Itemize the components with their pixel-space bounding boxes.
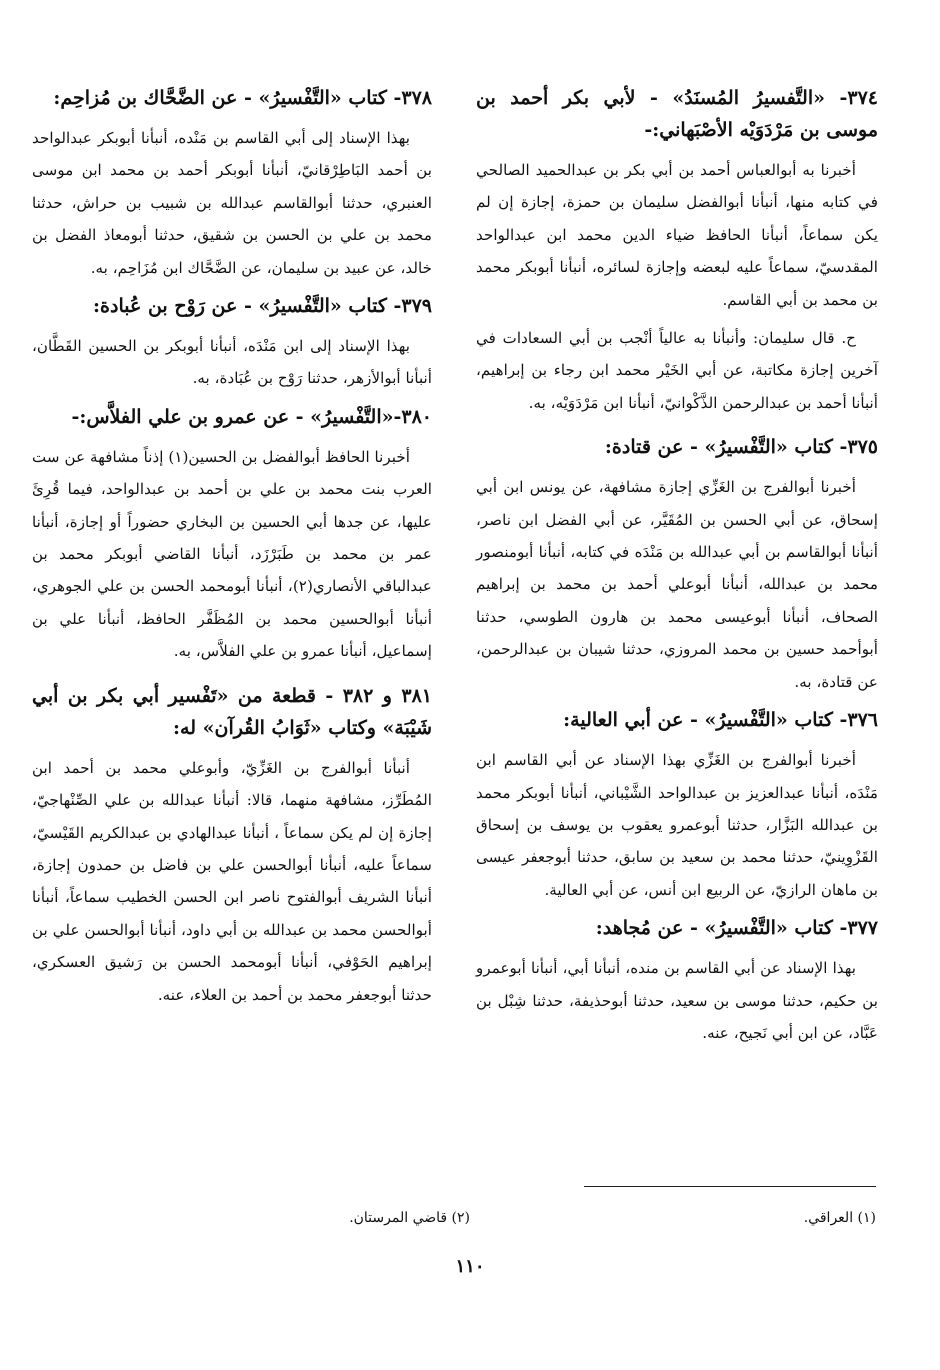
entry-380-paragraph: أخبرنا الحافظ أبوالفضل بن الحسين(١) إذناً مشافهة عن ست العرب بنت محمد بن علي بن أحمد بن عبدالواحد، فيما قُرِئَ عليها، عن جدها أبي الحسين بن البخاري حضوراً أو إجازة، أنبأنا عمر بن محمد بن طَبَرْزَد، أنبأنا القاضي أبوبكر محمد بن عبدالباقي الأنصاري(٢)، أنبأنا أبومحمد الحسن بن علي الجوهري، أنبأنا أبوالحسين محمد بن المُظَفَّر الحافظ، أنبأنا علي بن إسماعيل، أنبأنا عمرو بن علي الفلاَّس، به. <box>32 447 432 661</box>
right-column <box>476 78 878 1055</box>
footnote-1: (١) العراقي. <box>803 1210 876 1226</box>
entry-381-382-title: ٣٨١ و ٣٨٢ - قطعة من «تَفْسير أبي بكر بن أبي شَيْبَة» وكتاب «ثَوَابُ القُرآن» له: <box>32 684 432 739</box>
entry-376-title: ٣٧٦- كتاب «التَّفْسيرُ» - عن أبي العالية: <box>563 709 878 732</box>
entry-377-title: ٣٧٧- كتاب «التَّفْسيرُ» - عن مُجاهد: <box>595 917 878 940</box>
entry-376-paragraph: أخبرنا أبوالفرج بن الغَزِّي بهذا الإسناد عن أبي القاسم ابن مَنْدَه، أنبأنا عبدالعزيز بن عبدالواحد الشَّيْباني، أنبأنا أبوبكر محمد بن عبدالله البَزَّار، حدثنا أبوعمرو يعقوب بن يوسف بن إسحاق القَزْوِينيّ، حدثنا محمد بن سعيد بن سابق، حدثنا أبوجعفر عيسى بن ماهان الرازيّ، عن الربيع ابن أنس، عن أبي العالية. <box>476 751 878 899</box>
entry-374-title: ٣٧٤- «التَّفسيرُ المُسنَدُ» - لأبي بكر أحمد بن موسى بن مَرْدَوَيْه الأصْبَهاني:- <box>476 87 878 141</box>
entry-377-paragraph: بهذا الإسناد عن أبي القاسم بن منده، أنبأنا أبي، أنبأنا أبوعمرو بن حكيم، حدثنا موسى بن سعيد، حدثنا أبوحذيفة، حدثنا شِبْل بن عَبَّاد، عن ابن أبي نَجيح، عنه. <box>476 959 878 1042</box>
entry-375-paragraph: أخبرنا أبوالفرج بن الغَزِّي إجازة مشافهة، عن يونس ابن أبي إسحاق، عن أبي الحسن بن المُقَيَّر، عن أبي الفضل ابن ناصر، أنبأنا أبوالقاسم بن أبي عبدالله بن مَنْدَه في كتابه، أنبأنا أبومنصور محمد بن عبدالله، أنبأنا أبوعلي أحمد بن محمد بن إبراهيم الصحاف، أنبأنا أبوعيسى محمد بن هارون الطوسي، حدثنا أبوأحمد حسين بن محمد المروزي، حدثنا شيبان بن عبدالرحمن، عن قتادة، به. <box>476 478 878 691</box>
entry-379-title: ٣٧٩- كتاب «التَّفْسيرُ» - عن رَوْح بن عُبادة: <box>93 295 432 318</box>
entry-379-paragraph: بهذا الإسناد إلى ابن مَنْدَه، أنبأنا أبوبكر بن الحسين القَطَّان، أنبأنا أبوالأزهر، حدثنا رَوْح بن عُبَادة، به. <box>32 337 432 388</box>
entry-378-title: ٣٧٨- كتاب «التَّفْسيرُ» - عن الضَّحَّاك بن مُزاحِم: <box>53 87 432 109</box>
left-column <box>32 78 432 1017</box>
entry-374-paragraph-2: ح. قال سليمان: وأنبأنا به عالياً أنْجب بن أبي السعادات في آخرين إجازة مكاتبة، عن أبي الخَيْر محمد ابن رجاء بن إبراهيم، أنبأنا أحمد بن عبدالرحمن الذَّكْوانيّ، أنبأنا ابن مَرْدَوَيْه، به. <box>476 329 878 412</box>
entry-374-paragraph-1: أخبرنا به أبوالعباس أحمد بن أبي بكر بن عبدالحميد الصالحي في كتابه منها، أنبأنا أبوالفضل سليمان بن حمزة، إجازة إن لم يكن سماعاً، أنبأنا الحافظ ضياء الدين محمد ابن عبدالواحد المقدسيّ، سماعاً عليه لبعضه وإجازة لسائره، أنبأنا أبوبكر محمد بن محمد بن أبي القاسم. <box>476 161 878 309</box>
page-number: ١١٠ <box>455 1256 485 1277</box>
entry-380-title: ٣٨٠-«التَّفْسيرُ» - عن عمرو بن علي الفلاَّس:- <box>71 405 432 428</box>
entry-375-title: ٣٧٥- كتاب «التَّفْسيرُ» - عن قتادة: <box>604 436 878 459</box>
entry-381-382-paragraph: أنبأنا أبوالفرج بن الغَزِّيّ، وأبوعلي محمد بن أحمد ابن المُطَرِّز، مشافهة منهما، قالا: أنبأنا عبدالله بن علي الصِّنْهاجيّ، إجازة إن لم يكن سماعاً ، أنبأنا عبدالهادي بن عبدالكريم القَيْسيّ، سماعاً عليه، أنبأنا أبوالحسن علي بن فاضل بن حمدون إجازة، أنبأنا الشريف أبوالفتوح ناصر ابن الحسن الخطيب سماعاً، أنبأنا أبوالحسن محمد بن عبدالله بن أبي داود، أنبأنا أبوالحسن علي بن إبراهيم الحَوْفي، أنبأنا أبومحمد الحسن بن رَشيق العسكري، حدثنا أبوجعفر محمد بن أحمد بن العلاء، عنه. <box>32 758 432 1004</box>
entry-378-paragraph: بهذا الإسناد إلى أبي القاسم بن مَنْده، أنبأنا أبوبكر عبدالواحد بن أحمد البَاطِرْقانيّ، أنبأنا أبوبكر أحمد بن محمد ابن موسى العنبري، حدثنا أبوالقاسم عبدالله بن شبيب بن حراش، حدثنا محمد بن علي بن الحسن بن شقيق، حدثنا أبومعاذ الفضل بن خالد، عن عبيد بن سليمان، عن الضَّحَّاك ابن مُزَاحِم، به. <box>32 129 432 277</box>
footnote-divider <box>584 1186 876 1187</box>
footnote-2: (٢) قاضي المرستان. <box>349 1210 470 1226</box>
